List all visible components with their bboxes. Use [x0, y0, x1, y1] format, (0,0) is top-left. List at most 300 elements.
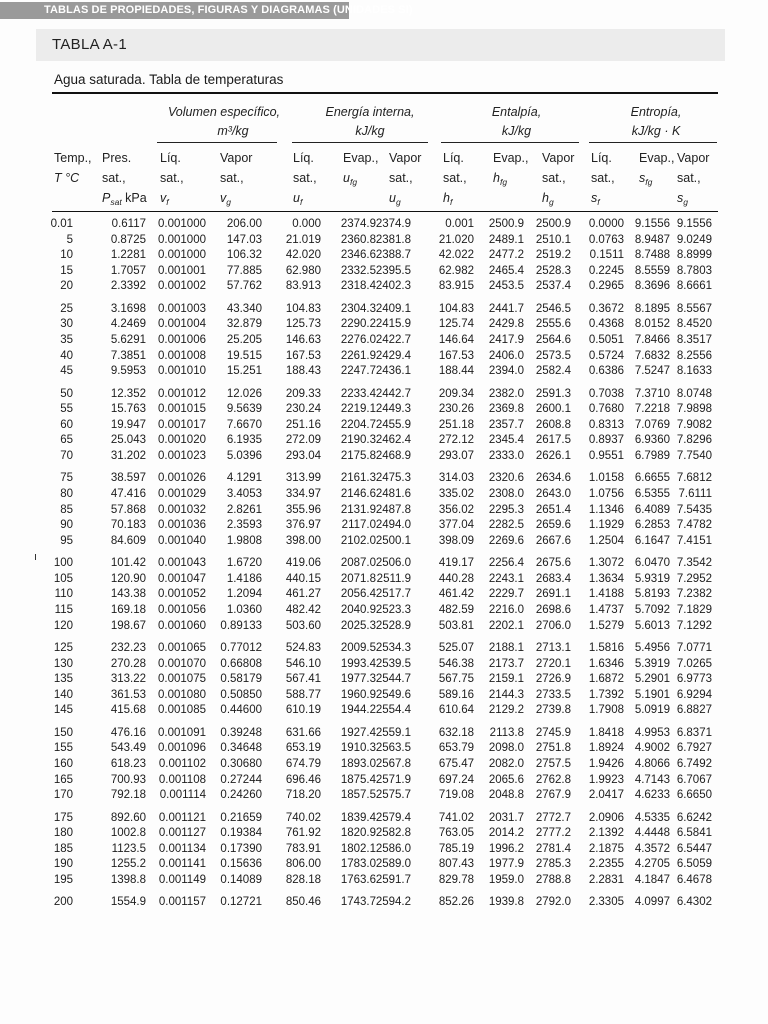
table-cell: 0.000	[292, 218, 321, 230]
table-cell: 2534.3	[375, 642, 411, 654]
table-cell: 0.001091	[158, 726, 206, 739]
table-cell: 0.89133	[220, 619, 262, 632]
table-cell: 5.9319	[634, 572, 670, 585]
table-cell: 0.6386	[588, 365, 624, 378]
table-cell: 1398.8	[110, 874, 146, 886]
symbol-letter: v	[160, 191, 167, 205]
table-cell: 4.6233	[634, 789, 670, 802]
symbol-subscript: fg	[499, 177, 508, 187]
table-cell: 376.97	[285, 519, 321, 532]
column-header-line2: sat.,	[542, 171, 566, 185]
table-cell: 356.02	[438, 503, 474, 516]
table-cell: 2745.9	[535, 726, 571, 739]
table-cell: 170	[53, 789, 73, 802]
table-cell: 2634.6	[535, 472, 571, 485]
table-cell: 7.2382	[676, 588, 712, 601]
table-cell: 2.3593	[226, 519, 262, 532]
table-cell: 2056.4	[340, 588, 376, 601]
symbol-letter: h	[493, 171, 500, 185]
column-header-line1: Vapor	[389, 151, 422, 165]
table-cell: 6.8371	[676, 726, 712, 739]
table-cell: 2544.7	[375, 673, 411, 686]
table-cell: 85	[60, 503, 73, 516]
table-cell: 7.4151	[676, 534, 712, 547]
table-cell: 5.0919	[634, 704, 670, 717]
table-cell: 9.5953	[110, 365, 146, 378]
table-cell: 1.2281	[110, 249, 146, 262]
table-cell: 2332.5	[340, 264, 376, 277]
header-bottom-rule	[52, 211, 718, 212]
table-cell: 419.06	[285, 557, 321, 570]
table-cell: 1.4186	[226, 572, 262, 585]
table-cell: 2048.8	[488, 789, 524, 802]
table-cell: 2173.7	[488, 657, 524, 670]
table-cell: 2129.2	[488, 704, 524, 717]
table-cell: 2.2355	[588, 858, 624, 871]
table-cell: 120	[53, 619, 73, 632]
table-cell: 829.78	[438, 874, 474, 886]
table-cell: 828.18	[285, 874, 321, 886]
table-cell: 6.6650	[676, 789, 712, 802]
table-cell: 12.026	[226, 387, 262, 400]
table-cell: 2571.9	[375, 773, 411, 786]
table-cell: 398.09	[438, 534, 474, 547]
table-cell: 2453.5	[488, 280, 524, 293]
table-cell: 2144.3	[488, 688, 524, 701]
table-cell: 146.64	[438, 334, 474, 346]
table-cell: 251.16	[285, 418, 321, 431]
table-cell: 4.7143	[634, 773, 670, 786]
table-cell: 6.7989	[634, 450, 670, 462]
table-cell: 0.8937	[588, 434, 624, 447]
table-row	[0, 350, 768, 363]
symbol-letter: v	[220, 191, 227, 205]
group-rule	[441, 142, 579, 143]
table-cell: 2159.1	[488, 673, 524, 686]
symbol-subscript: g	[226, 197, 231, 207]
table-cell: 130	[53, 657, 73, 670]
group-header-entropy	[591, 103, 721, 141]
table-cell: 5.4956	[634, 642, 670, 654]
table-cell: 75	[60, 472, 73, 485]
table-cell: 0.19384	[220, 827, 262, 840]
table-cell: 0.7680	[588, 403, 624, 416]
column-header-line2: sat.,	[591, 171, 615, 185]
table-cell: 2555.6	[535, 318, 571, 331]
column-header-line1: Vapor	[220, 151, 253, 165]
table-cell: 125.73	[285, 318, 321, 331]
table-cell: 2261.9	[340, 349, 376, 362]
table-cell: 80	[60, 488, 73, 500]
table-cell: 6.5355	[634, 488, 670, 500]
table-cell: 2188.1	[488, 642, 524, 654]
table-cell: 50	[60, 387, 73, 400]
table-cell: 1939.8	[488, 896, 524, 909]
table-cell: 1977.3	[340, 673, 376, 686]
table-cell: 4.8066	[634, 758, 670, 770]
table-cell: 8.0748	[676, 387, 712, 400]
table-cell: 7.9898	[676, 403, 712, 416]
table-cell: 0.001040	[158, 534, 206, 547]
table-cell: 2626.1	[535, 450, 571, 462]
column-header	[293, 148, 317, 212]
table-cell: 0.001003	[158, 302, 206, 315]
table-cell: 674.79	[285, 758, 321, 770]
table-row	[0, 789, 768, 802]
table-cell: 461.27	[285, 588, 321, 601]
table-cell: 2374.9	[375, 218, 411, 230]
table-cell: 2546.5	[535, 302, 571, 315]
table-cell: 5.0396	[226, 450, 262, 462]
table-cell: 4.5335	[634, 811, 670, 824]
table-cell: 2489.1	[488, 233, 524, 246]
table-cell: 0.001000	[158, 249, 206, 262]
table-cell: 7.2952	[676, 572, 712, 585]
table-row	[0, 874, 768, 887]
symbol-letter: h	[542, 191, 549, 205]
table-cell: 4.3572	[634, 842, 670, 855]
column-header-line2: Temp.,	[54, 151, 92, 165]
table-cell: 313.99	[285, 472, 321, 485]
table-cell: 8.2556	[676, 349, 712, 362]
table-row	[0, 704, 768, 717]
table-cell: 2.1392	[588, 827, 624, 840]
table-cell: 1.4188	[588, 588, 624, 601]
table-cell: 2295.3	[488, 503, 524, 516]
table-cell: 2333.0	[488, 450, 524, 462]
margin-mark	[35, 554, 36, 560]
table-cell: 2537.4	[535, 280, 571, 293]
symbol-letter: T °C	[54, 171, 80, 185]
table-cell: 2481.6	[375, 488, 411, 500]
table-cell: 2777.2	[535, 827, 571, 840]
group-title: Entalpía,	[491, 105, 542, 119]
table-cell: 2131.9	[340, 503, 376, 516]
table-cell: 2462.4	[375, 434, 411, 447]
table-cell: 167.53	[285, 349, 321, 362]
table-cell: 546.10	[285, 657, 321, 670]
symbol-letter: u	[343, 171, 350, 185]
symbol-letter: h	[443, 191, 450, 205]
table-cell: 2304.3	[340, 302, 376, 315]
table-cell: 145	[53, 704, 73, 717]
table-cell: 2500.9	[535, 218, 571, 230]
table-cell: 2575.7	[375, 789, 411, 802]
table-cell: 2733.5	[535, 688, 571, 701]
table-cell: 2757.5	[535, 758, 571, 770]
table-cell: 1.6872	[588, 673, 624, 686]
table-cell: 719.08	[438, 789, 474, 802]
table-cell: 0.66808	[220, 657, 262, 670]
table-cell: 8.0152	[634, 318, 670, 331]
table-cell: 2065.6	[488, 773, 524, 786]
table-cell: 1893.0	[340, 758, 376, 770]
table-cell: 1.7392	[588, 688, 624, 701]
table-cell: 335.02	[438, 488, 474, 500]
table-cell: 35	[60, 334, 73, 346]
table-cell: 2040.9	[340, 604, 376, 616]
table-cell: 1.4737	[588, 604, 624, 616]
running-header: TABLAS DE PROPIEDADES, FIGURAS Y DIAGRAMAS (UNIDADES SI)	[0, 2, 349, 19]
column-header-symbol	[677, 188, 709, 212]
table-cell: 5.2901	[634, 673, 670, 686]
table-cell: 2785.3	[535, 858, 571, 871]
table-cell: 120.90	[110, 572, 146, 585]
table-cell: 2589.0	[375, 858, 411, 871]
table-cell: 0.7038	[588, 387, 624, 400]
table-cell: 2.3392	[110, 280, 146, 293]
column-header	[389, 148, 421, 212]
table-cell: 7.6812	[676, 472, 712, 485]
table-cell: 398.00	[285, 534, 321, 547]
table-cell: 4.1291	[226, 472, 262, 485]
table-cell: 1927.4	[340, 726, 376, 739]
table-cell: 84.609	[110, 534, 146, 547]
column-header-line1: Líq.	[591, 151, 612, 165]
table-cell: 0.12721	[220, 896, 262, 909]
table-cell: 524.83	[285, 642, 321, 654]
table-cell: 2082.0	[488, 758, 524, 770]
table-cell: 0.3672	[588, 302, 624, 315]
table-cell: 2395.5	[375, 264, 411, 277]
table-cell: 476.16	[110, 726, 146, 739]
column-header-symbol	[220, 188, 252, 212]
table-cell: 440.15	[285, 572, 321, 585]
table-cell: 2415.9	[375, 318, 411, 331]
table-cell: 31.202	[110, 450, 146, 462]
table-cell: 792.18	[110, 789, 146, 802]
table-cell: 0.001036	[158, 519, 206, 532]
table-cell: 0.01	[50, 218, 73, 230]
column-header-line2: sat.,	[102, 171, 126, 185]
table-cell: 175	[53, 811, 73, 824]
table-cell: 55	[60, 403, 73, 416]
table-cell: 200	[53, 896, 73, 909]
table-cell: 419.17	[438, 557, 474, 570]
group-title: Energía interna,	[325, 105, 415, 119]
table-cell: 8.7488	[634, 249, 670, 262]
table-cell: 6.1935	[226, 434, 262, 447]
table-cell: 8.4520	[676, 318, 712, 331]
group-units: kJ/kg	[355, 124, 385, 138]
table-cell: 25.205	[226, 334, 262, 346]
table-cell: 169.18	[110, 604, 146, 616]
column-header-symbol	[293, 188, 317, 212]
table-cell: 2233.4	[340, 387, 376, 400]
table-cell: 140	[53, 688, 73, 701]
table-cell: 1802.1	[340, 842, 376, 855]
table-cell: 6.5841	[676, 827, 712, 840]
table-cell: 7.7540	[676, 450, 712, 462]
table-row	[0, 742, 768, 755]
table-row	[0, 588, 768, 601]
table-cell: 1993.4	[340, 657, 376, 670]
table-cell: 83.915	[438, 280, 474, 293]
column-header-symbol	[639, 168, 674, 192]
table-cell: 0.2245	[588, 264, 624, 277]
table-cell: 2617.5	[535, 434, 571, 447]
table-cell: 2.3305	[588, 896, 624, 909]
table-cell: 543.49	[110, 742, 146, 755]
table-row	[0, 472, 768, 485]
table-cell: 2161.3	[340, 472, 376, 485]
column-header-line2: sat.,	[220, 171, 244, 185]
table-cell: 0.27244	[220, 773, 262, 786]
table-cell: 62.980	[285, 264, 321, 277]
table-cell: 2113.8	[489, 726, 524, 739]
table-cell: 6.7927	[676, 742, 712, 755]
table-cell: 0.001001	[158, 264, 206, 277]
table-cell: 2216.0	[488, 604, 524, 616]
table-cell: 70.183	[110, 519, 146, 532]
table-cell: 1.0158	[588, 472, 624, 485]
group-rule	[292, 142, 428, 143]
column-header-symbol	[343, 168, 378, 192]
table-cell: 1.6346	[588, 657, 624, 670]
table-cell: 2772.7	[535, 811, 571, 824]
table-row	[0, 812, 768, 825]
table-cell: 1857.5	[340, 789, 376, 802]
table-cell: 6.4302	[676, 896, 712, 909]
column-header	[54, 148, 92, 192]
table-cell: 5.6291	[110, 334, 146, 346]
table-cell: 2586.0	[375, 842, 411, 855]
table-cell: 2.0906	[588, 811, 624, 824]
table-row	[0, 218, 768, 231]
table-cell: 1554.9	[110, 896, 146, 909]
table-row	[0, 265, 768, 278]
table-cell: 1.8418	[588, 726, 624, 739]
table-cell: 209.34	[438, 387, 474, 400]
table-cell: 4.0997	[634, 896, 670, 909]
table-cell: 2269.6	[488, 534, 524, 547]
table-cell: 0.5724	[588, 349, 624, 362]
table-cell: 0.001157	[158, 896, 206, 909]
symbol-subscript: f	[449, 197, 453, 207]
table-cell: 2667.6	[535, 534, 571, 547]
table-cell: 2698.6	[535, 604, 571, 616]
table-cell: 1.7908	[588, 704, 624, 717]
table-cell: 588.77	[285, 688, 321, 701]
table-cell: 0.001052	[158, 588, 206, 601]
table-cell: 2468.9	[375, 450, 411, 462]
table-cell: 2014.2	[488, 827, 524, 840]
table-cell: 2726.9	[535, 673, 571, 686]
table-cell: 653.79	[438, 742, 474, 755]
table-cell: 892.60	[110, 811, 146, 824]
table-cell: 1.1346	[588, 503, 624, 516]
table-cell: 30	[60, 318, 73, 331]
table-cell: 7.5247	[634, 365, 670, 378]
table-cell: 785.19	[438, 842, 474, 855]
table-cell: 7.3710	[634, 387, 670, 400]
table-cell: 1.7057	[110, 264, 146, 277]
table-cell: 2706.0	[535, 619, 571, 632]
column-header-symbol	[443, 188, 467, 212]
table-cell: 852.26	[438, 896, 474, 909]
table-cell: 2475.3	[375, 472, 411, 485]
table-cell: 32.879	[226, 318, 262, 331]
table-cell: 4.4448	[634, 827, 670, 840]
table-cell: 1743.7	[340, 896, 376, 909]
table-cell: 7.3542	[676, 557, 712, 570]
table-cell: 2449.3	[375, 403, 411, 416]
table-cell: 42.020	[285, 249, 321, 262]
table-cell: 0.0763	[588, 233, 624, 246]
table-cell: 40	[60, 349, 73, 362]
table-cell: 6.5447	[676, 842, 712, 855]
table-cell: 2204.7	[340, 418, 376, 431]
group-header-internal-energy	[300, 103, 440, 141]
table-row	[0, 450, 768, 463]
table-cell: 2455.9	[375, 418, 411, 431]
table-cell: 0.34648	[220, 742, 262, 755]
table-cell: 2720.1	[535, 657, 571, 670]
column-header-line1: Líq.	[443, 151, 464, 165]
table-cell: 1.1929	[588, 519, 624, 532]
symbol-letter: s	[639, 171, 646, 185]
table-cell: 8.6661	[676, 280, 712, 293]
table-cell: 8.5559	[634, 264, 670, 277]
table-row	[0, 896, 768, 909]
table-cell: 440.28	[438, 572, 474, 585]
table-cell: 7.1829	[676, 604, 712, 616]
table-cell: 6.4678	[676, 874, 712, 886]
table-cell: 2591.3	[535, 387, 571, 400]
table-cell: 482.42	[285, 604, 321, 616]
table-cell: 4.1847	[634, 874, 670, 886]
symbol-subscript: g	[395, 197, 401, 207]
table-cell: 0.001015	[158, 403, 206, 416]
table-cell: 6.7492	[676, 758, 712, 770]
table-cell: 697.24	[438, 773, 474, 786]
table-cell: 1783.0	[340, 858, 376, 871]
table-cell: 2567.8	[375, 758, 411, 770]
table-cell: 718.20	[285, 789, 321, 802]
table-cell: 6.5059	[676, 858, 712, 871]
table-cell: 696.46	[285, 773, 321, 786]
table-cell: 0.001149	[158, 874, 206, 886]
table-cell: 7.0769	[634, 418, 670, 431]
table-cell: 180	[53, 827, 73, 840]
table-cell: 0.15636	[220, 858, 262, 871]
table-cell: 1.5816	[588, 642, 624, 654]
table-cell: 20	[60, 280, 73, 293]
table-cell: 1944.2	[340, 704, 376, 717]
table-cell: 2175.8	[340, 450, 376, 462]
column-header-line2: sat.,	[293, 171, 317, 185]
column-header-line2: sat.,	[677, 171, 701, 185]
table-cell: 567.75	[438, 673, 474, 686]
symbol-subscript: f	[299, 197, 303, 207]
table-cell: 2539.5	[375, 657, 411, 670]
table-cell: 2600.1	[535, 403, 571, 416]
table-cell: 9.5639	[226, 403, 262, 416]
column-header-line2: Evap.,	[343, 151, 379, 165]
table-cell: 2549.6	[375, 688, 411, 701]
table-cell: 6.0470	[634, 557, 670, 570]
table-cell: 9.1556	[634, 218, 670, 230]
table-cell: 5.3919	[634, 657, 670, 670]
table-cell: 503.81	[438, 619, 474, 632]
table-cell: 1.0360	[226, 604, 262, 616]
table-cell: 2563.5	[375, 742, 411, 755]
table-cell: 2506.0	[375, 557, 411, 570]
table-cell: 1.9923	[588, 773, 624, 786]
table-row	[0, 334, 768, 347]
table-cell: 106.32	[226, 249, 262, 262]
table-cell: 0.0000	[588, 218, 624, 230]
